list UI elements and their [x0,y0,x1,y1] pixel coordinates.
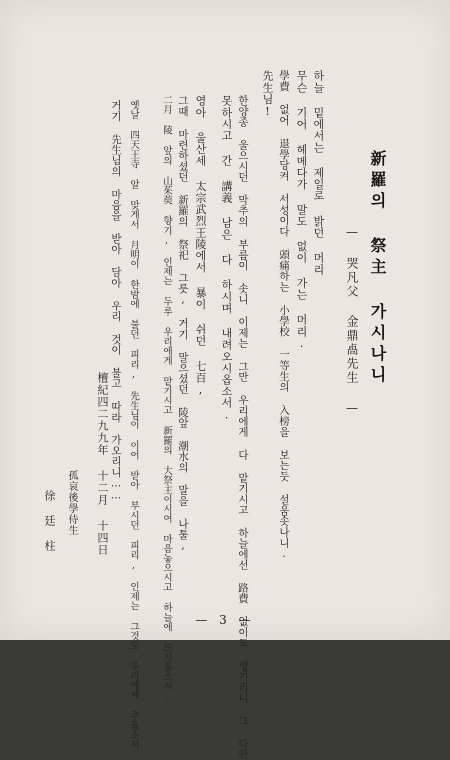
body-line: 거기 先生님의 마음을 받아 담아 우리 것이 불고 따라 가오리니…… [110,100,122,502]
body-line: 못하시고 간 講義 남은 다 하시며 내려오시옵소서. [220,95,233,423]
body-line: 하늘 밑에서는 제일로 밝던 머리 [312,70,325,276]
body-line: 學費 없어 退學당켜 서성이다 頭痛하는 小學校 一等生의 入榜을 보는둣 설움솟나니. [278,70,290,561]
body-line: 옛날 四天王寺 알 맞게서 月明이 한밤에 불던 피리, 先生님이 이어 받아 부시던 피리, 인제는 그것도 우리에게 주옵소서. [128,100,139,760]
signature-name [42,490,56,565]
body-line: 二月 陵 앞의 山茱萸 향기, 인제는 두루 우리에게 맡기시고 新羅의 大祭主이시여 마음놓으시고 하늘에 드시옵소서. [161,95,172,702]
poem-subtitle: — 哭凡父 金鼎卨先生 — [345,225,359,417]
body-line: 先生님! [261,70,274,119]
body-line: 무슨 기어 헤메다가 말도 없이 가는 머리. [295,70,308,351]
signature-title: 孤哀後學侍生 [66,470,77,536]
poem-title: 新羅의 祭主 가시나니 [368,150,387,387]
signature-name-char: 柱 [43,540,56,565]
page-number: — 3 — [195,613,255,627]
signature-name-char: 徐 [43,490,56,515]
date-line: 檀紀四二九九年 十二月 十四日 [96,372,109,556]
body-line: 영아 울산세 太宗武烈王陵에서 暴이 쉬던 七百, [194,95,207,397]
signature-name-char: 廷 [43,515,56,540]
body-line: 그때 마련하셨던 新羅의 祭祀 그릇, 거기 말으셨던 陵앞 潮水의 말을 나툴, [177,95,189,552]
body-line: 한양종 울으시던 막추의 부름이 솟니 이제는 그만 우리에게 다 맡기시고 하늘에선 路費 없이도 생기리니 그 다만 [237,95,249,760]
